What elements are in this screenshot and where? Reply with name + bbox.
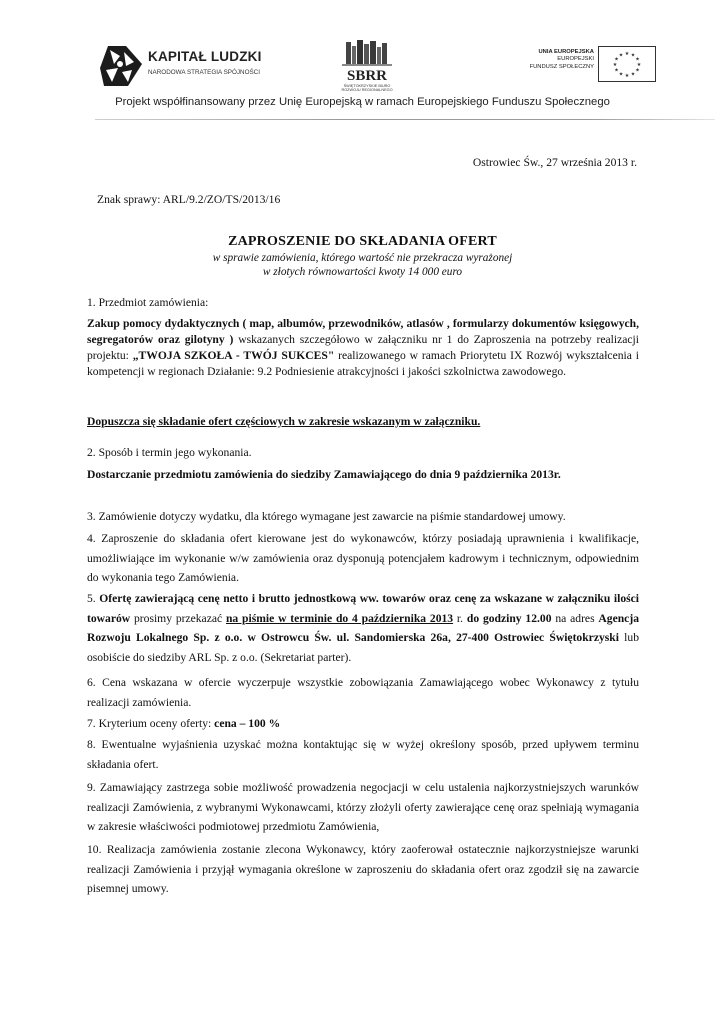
place-date: Ostrowiec Św., 27 września 2013 r. [472,156,637,169]
eu-flag-icon [598,46,656,82]
section7 [87,716,280,731]
section9: 9. Zamawiający zastrzega sobie możliwość prowadzenia negocjacji w celu ustalenia najkorzystniejszych warunków realizacji Zamówienia, z wybranymi Wykonawcami, którzy złożyli oferty zawierające cenę oraz spełniają wymagania w zakresie właściwości podmiotowej przedmiotu Zamówienia, [87,781,639,833]
project-cofinancing-line: Projekt współfinansowany przez Unię Europejską w ramach Europejskiego Funduszu Społecznego [115,96,610,108]
eu-logo [528,46,656,82]
svg-text:★: ★ [630,52,636,59]
eu-caption-line1: UNIA EUROPEJSKA [538,49,594,55]
sbrr-caption-line1: ŚWIĘTOKRZYSKIE BIURO [343,84,391,88]
kapital-ludzki-logo [98,42,278,92]
sbrr-caption [335,84,399,93]
section7-criterion: cena – 100 % [214,717,281,730]
case-reference: Znak sprawy: ARL/9.2/ZO/TS/2013/16 [97,193,281,206]
section10: 10. Realizacja zamówienia zostanie zlecona Wykonawcy, który zaoferował ostatecznie najkorzystniejsze warunki realizacji Zamówienia i przyjął wymagania określone w zaproszeniu do składania ofert oraz zgodził się na zawarcie pisemnej umowy. [87,843,639,895]
section8: 8. Ewentualne wyjaśnienia uzyskać można kontaktując się w wyżej określony sposób, przed upływem terminu składania ofert. [87,738,639,771]
svg-text:★: ★ [618,52,624,59]
section2-heading: 2. Sposób i termin jego wykonania. [87,446,252,459]
section5-offer: Ofertę zawierającą cenę netto i brutto jednostkową ww. towarów oraz cenę za wskazane w załączniku ilości towarów [87,592,639,625]
svg-text:★: ★ [618,71,624,78]
section5-hour: do godziny 12.00 [466,611,552,625]
svg-text:★: ★ [635,67,640,74]
header-divider [95,119,715,120]
section2-delivery [87,467,561,482]
svg-text:★: ★ [624,51,630,57]
section6: 6. Cena wskazana w ofercie wyczerpuje wszystkie zobowiązania Zamawiającego wobec Wykonawcy z tytułu realizacji zamówienia. [87,676,639,709]
section1-body [87,316,639,380]
document-title: ZAPROSZENIE DO SKŁADANIA OFERT [228,234,497,249]
document-subtitle-line2: w złotych równowartości kwoty 14 000 euro [262,266,463,278]
kapital-ludzki-subtitle: NARODOWA STRATEGIA SPÓJNOŚCI [148,69,260,76]
partial-offers-note [87,414,480,429]
section5-text3: na adres [551,611,599,625]
section5-deadline: na piśmie w terminie do 4 października 2013 [225,611,454,625]
section5-address: Agencja Rozwoju Lokalnego Sp. z o.o. w Ostrowcu Św. ul. Sandomierska 26a, 27-400 Ostrowiec Świętokrzyski [87,611,639,644]
section7-text: 7. Kryterium oceny oferty: [87,717,215,730]
svg-text:★: ★ [614,67,619,74]
sbrr-logo-text: SBRR [346,68,388,84]
kapital-ludzki-logo-icon [98,42,144,88]
section4: 4. Zaproszenie do składania ofert kierowane jest do wykonawców, którzy posiadają uprawnienia i kwalifikacje, umożliwiające im wykonanie w/w zamówienia oraz dysponują potencjałem kadrowym i technicznym, odpowiednim do wykonania tego Zamówienia. [87,532,639,584]
section1-text1: wskazanych szczegółowo w załączniku nr 1 do Zaproszenia na potrzeby realizacji projektu: [87,333,639,362]
eu-caption-line3: FUNDUSZ SPOŁECZNY [529,63,594,70]
svg-text:★: ★ [636,62,642,68]
svg-text:★: ★ [635,56,640,63]
eu-caption-line2: EUROPEJSKI [557,56,594,63]
svg-text:★: ★ [624,73,630,79]
svg-text:★: ★ [614,56,619,63]
svg-text:★: ★ [612,62,618,68]
sbrr-caption-line2: ROZWOJU REGIONALNEGO [341,88,393,93]
section5-text4: lub osobiście do siedziby ARL Sp. z o.o. (Sekretariat parter). [87,631,639,664]
section2-delivery-text: Dostarczanie przedmiotu zamówienia do siedziby Zamawiającego do dnia 9 października 2013r. [87,468,561,481]
section3: 3. Zamówienie dotyczy wydatku, dla którego wymagane jest zawarcie na piśmie standardowej umowy. [87,510,566,523]
section1-subject: Zakup pomocy dydaktycznych ( map, albumów, przewodników, atlasów , formularzy dokumentów księgowych, segregatorów oraz gilotyny ) [87,317,639,346]
kapital-ludzki-title: KAPITAŁ LUDZKI [148,49,262,64]
svg-text:★: ★ [630,71,636,78]
section5-text1: prosimy przekazać [130,611,226,625]
section1-heading: 1. Przedmiot zamówienia: [87,296,209,309]
sbrr-building-icon [332,40,402,84]
section5-text2: r. [453,611,467,625]
eu-caption [530,49,594,71]
section5 [87,589,639,667]
section1-project-name: „TWOJA SZKOŁA - TWÓJ SUKCES" [132,349,335,362]
partial-offers-text: Dopuszcza się składanie ofert częściowych w zakresie wskazanym w załączniku. [87,415,481,428]
section5-number: 5. [87,592,100,605]
document-subtitle-line1: w sprawie zamówienia, którego wartość nie przekracza wyrażonej [212,252,513,264]
section1-text2: realizowanego w ramach Priorytetu IX Rozwój wykształcenia i kompetencji w regionach Działanie: 9.2 Podniesienie atrakcyjności i jakości szkolnictwa zawodowego. [87,349,639,378]
sbrr-logo [332,40,402,98]
